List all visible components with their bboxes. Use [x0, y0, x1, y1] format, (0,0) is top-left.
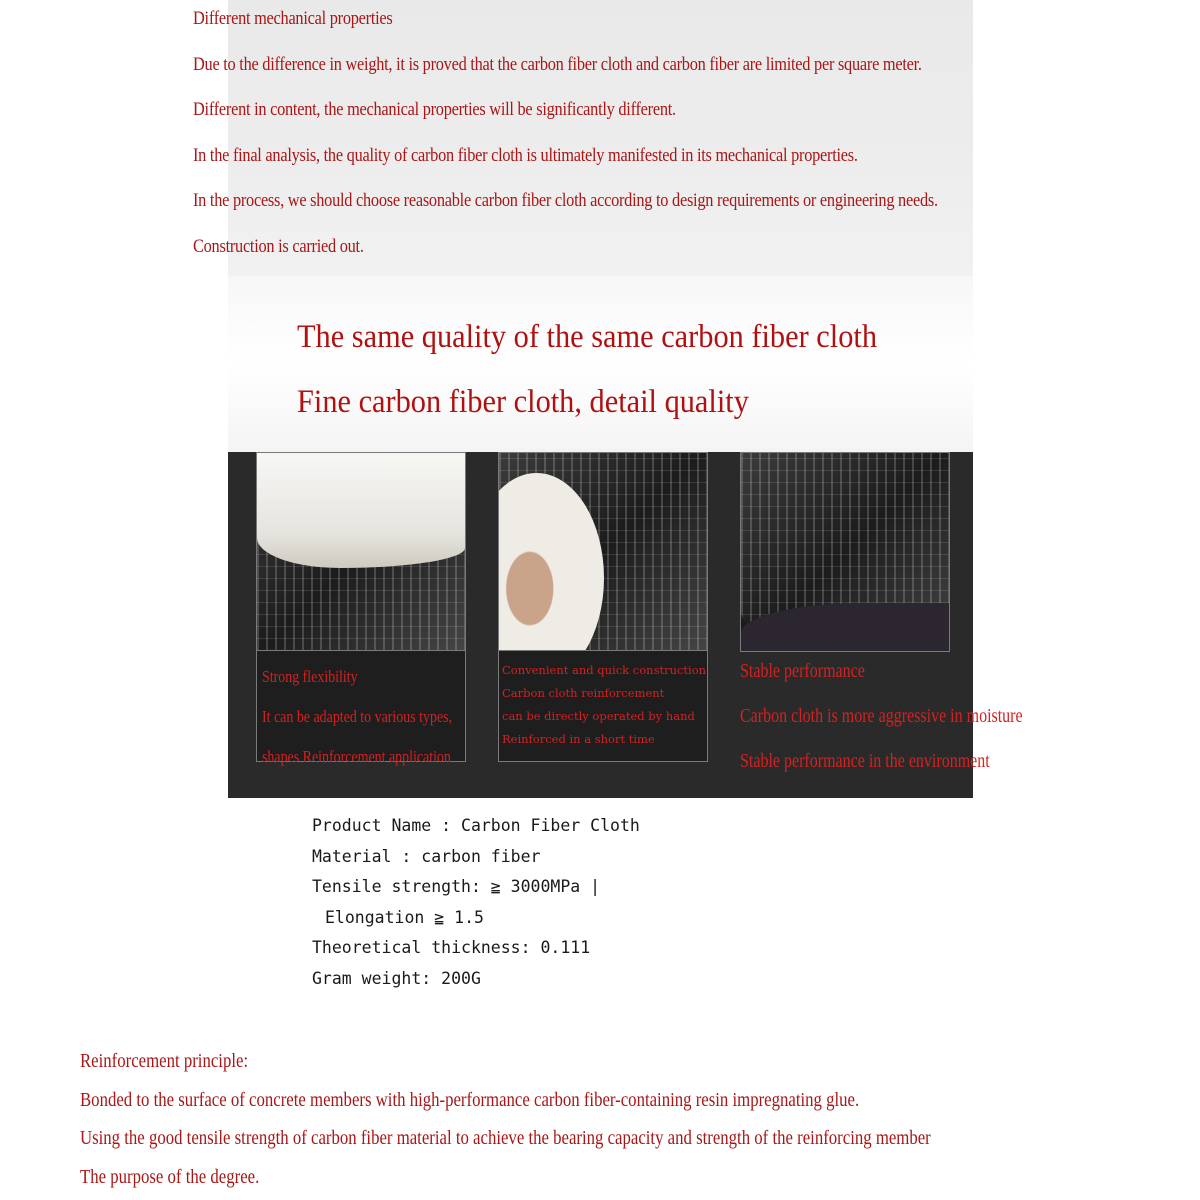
flexibility-caption [262, 657, 452, 777]
construction-caption [502, 659, 706, 751]
top-line-5: In the process, we should choose reasonable carbon fiber cloth according to design requirements or engineering needs. [193, 190, 938, 211]
top-line-6: Construction is carried out. [193, 235, 364, 257]
principle-line-3: The purpose of the degree. [80, 1166, 260, 1188]
spec-material: Material : carbon fiber [312, 846, 541, 866]
stability-line-2: Stable performance in the environment [740, 750, 990, 772]
stability-line-1: Carbon cloth is more aggressive in moisture [740, 705, 1023, 727]
stability-caption [740, 649, 1023, 784]
construction-photo [498, 452, 708, 652]
quality-line-1: The same quality of the same carbon fiber cloth [297, 319, 878, 355]
principle-line-1: Bonded to the surface of concrete members with high-performance carbon fiber-containing resin impregnating glue. [80, 1089, 860, 1111]
product-specifications [312, 812, 640, 996]
construction-line-2: can be directly operated by hand [502, 709, 695, 723]
spec-elongation: Elongation ≧ 1.5 [325, 907, 484, 927]
principle-line-2: Using the good tensile strength of carbon fiber material to achieve the bearing capacity and strength of the reinforcing member [80, 1128, 931, 1149]
quality-line-2: Fine carbon fiber cloth, detail quality [297, 384, 749, 420]
construction-line-3: Reinforced in a short time [502, 732, 655, 746]
spec-product-name: Product Name : Carbon Fiber Cloth [312, 816, 640, 835]
principle-heading: Reinforcement principle: [80, 1051, 249, 1072]
stability-title: Stable performance [740, 660, 865, 682]
top-line-4: In the final analysis, the quality of carbon fiber cloth is ultimately manifested in its mechanical properties. [193, 144, 858, 166]
top-line-1: Different mechanical properties [193, 8, 393, 29]
flexibility-line-1: It can be adapted to various types, [262, 707, 453, 726]
reinforcement-principle [80, 1044, 1069, 1198]
construction-title: Convenient and quick construction [502, 663, 707, 677]
spec-gram-weight: Gram weight: 200G [312, 968, 481, 988]
stability-photo [740, 452, 950, 652]
top-line-3: Different in content, the mechanical properties will be significantly different. [193, 99, 676, 120]
top-line-2: Due to the difference in weight, it is proved that the carbon fiber cloth and carbon fiber are limited per square meter. [193, 53, 922, 75]
flexibility-title: Strong flexibility [262, 667, 358, 686]
flexibility-photo [256, 452, 466, 652]
mechanical-properties-text [193, 0, 1053, 273]
spec-tensile-strength: Tensile strength: ≧ 3000MPa | [312, 877, 601, 897]
flexibility-line-2: shapes Reinforcement application [262, 747, 451, 766]
quality-heading [297, 312, 927, 442]
construction-line-1: Carbon cloth reinforcement [502, 686, 665, 700]
spec-thickness: Theoretical thickness: 0.111 [312, 938, 591, 958]
